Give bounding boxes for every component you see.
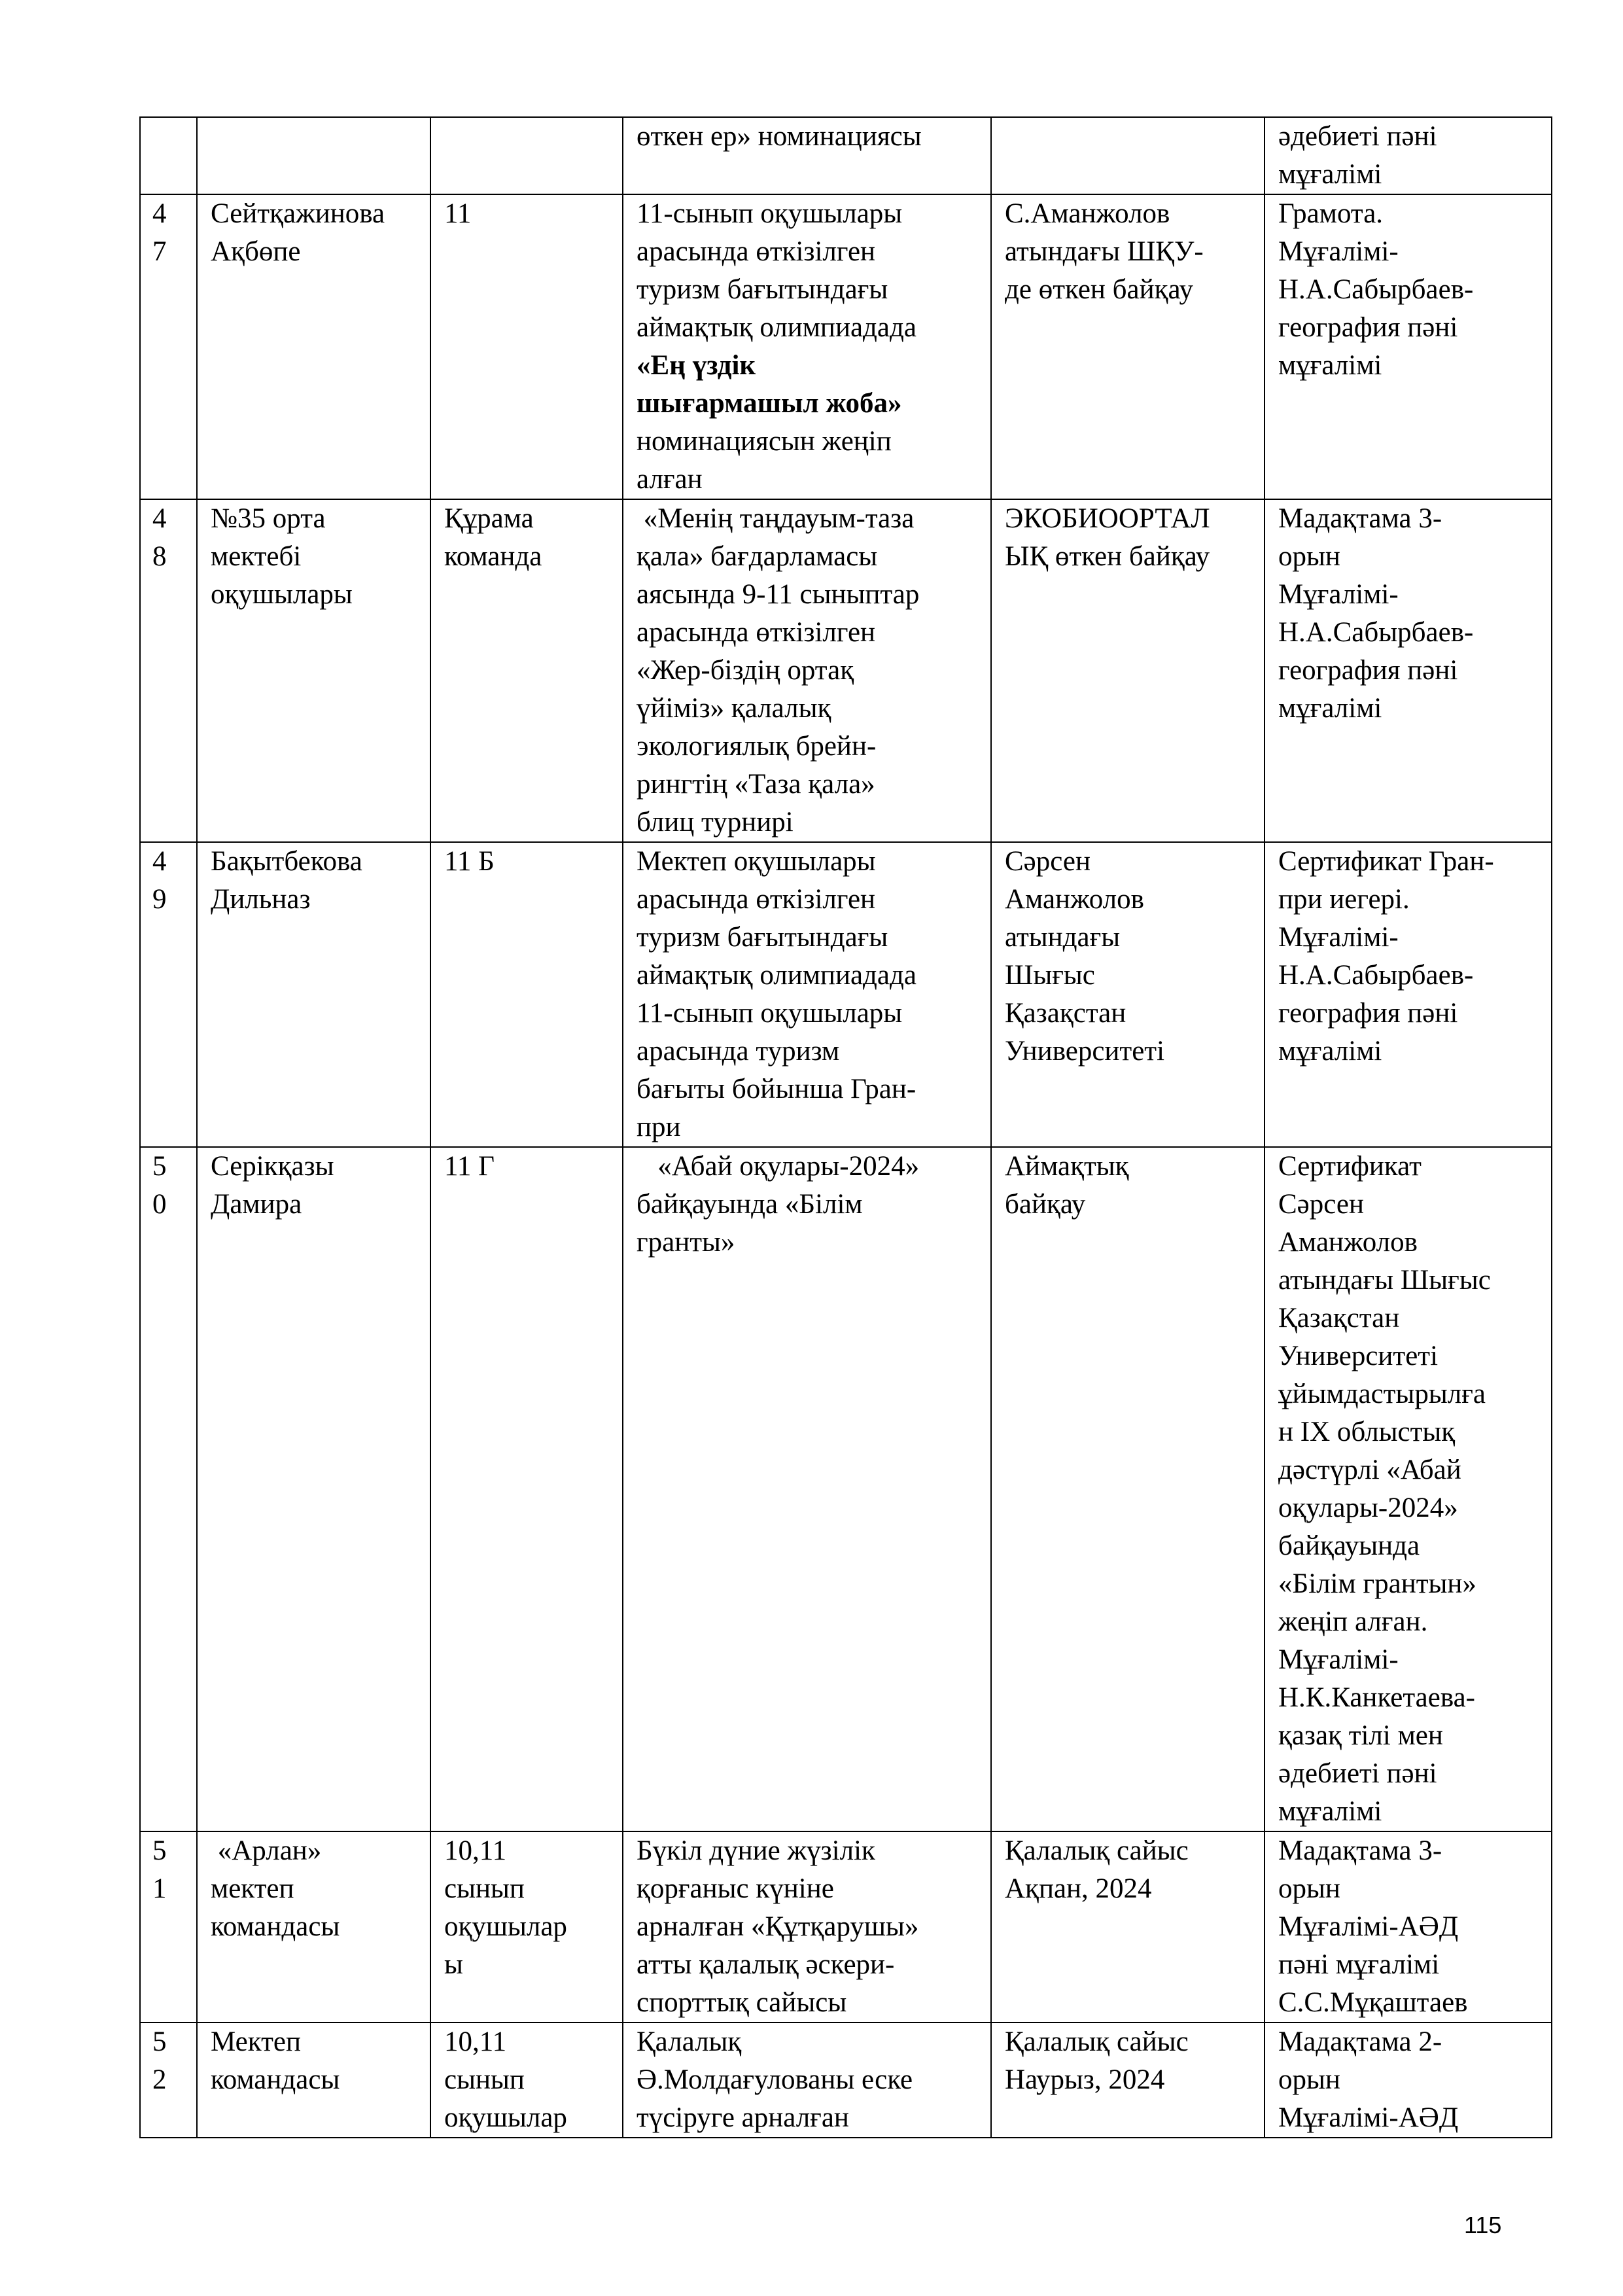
organizer-cell: [991, 1831, 1265, 2022]
participant-name-line: командасы: [211, 1911, 340, 1942]
achievement-description-line: аймақтық олимпиадада: [637, 312, 916, 343]
result-and-teacher-cell: [1265, 1147, 1552, 1831]
participant-name-cell: [197, 117, 430, 194]
class-group-line: 11: [444, 198, 472, 229]
awards-table: [139, 116, 1552, 2138]
row-number-line: 5: [152, 2026, 167, 2057]
achievement-description-line: «Абай оқулары-2024»: [637, 1151, 920, 1182]
result-and-teacher-line: жеңіп алған.: [1278, 1606, 1428, 1637]
participant-name-line: Ақбөпе: [211, 236, 301, 267]
achievement-description-cell: [623, 499, 991, 842]
table-row: [140, 1147, 1552, 1831]
result-and-teacher-line: қазақ тілі мен: [1278, 1720, 1443, 1751]
organizer-line: байқау: [1005, 1189, 1086, 1220]
achievement-description-line: аясында 9-11 сыныптар: [637, 579, 920, 610]
achievement-description-line: Бүкіл дүние жүзілік: [637, 1835, 875, 1866]
row-number-cell: [140, 2022, 197, 2138]
achievement-description-line: номинациясын жеңіп: [637, 426, 892, 457]
participant-name-cell: [197, 2022, 430, 2138]
participant-name-line: Мектеп: [211, 2026, 301, 2057]
class-group-cell: [430, 194, 623, 499]
achievement-description-line: алған: [637, 464, 703, 495]
achievement-description-line: [637, 347, 981, 385]
organizer-line: Қалалық сайыс: [1005, 1835, 1189, 1866]
row-number-line: 4: [152, 198, 167, 229]
row-number-cell: [140, 842, 197, 1147]
result-and-teacher-line: Н.А.Сабырбаев-: [1278, 274, 1474, 305]
class-group-cell: [430, 1147, 623, 1831]
row-number-line: 8: [152, 541, 167, 572]
participant-name-line: Серікқазы: [211, 1151, 334, 1182]
row-number-cell: [140, 1147, 197, 1831]
participant-name-line: Сейтқажинова: [211, 198, 385, 229]
achievement-description-cell: [623, 117, 991, 194]
page-number: 115: [1464, 2212, 1502, 2238]
participant-name-cell: [197, 842, 430, 1147]
row-number-cell: [140, 117, 197, 194]
organizer-line: Қалалық сайыс: [1005, 2026, 1189, 2057]
result-and-teacher-line: С.С.Мұқаштаев: [1278, 1987, 1468, 2018]
result-and-teacher-line: Мұғалімі-АӘД: [1278, 1911, 1459, 1942]
result-and-teacher-line: ұйымдастырылға: [1278, 1379, 1486, 1409]
result-and-teacher-line: мұғалімі: [1278, 693, 1382, 724]
organizer-line: Сәрсен: [1005, 846, 1091, 877]
result-and-teacher-cell: [1265, 194, 1552, 499]
result-and-teacher-line: Мадақтама 2-: [1278, 2026, 1442, 2057]
result-and-teacher-line: Мұғалімі-: [1278, 236, 1399, 267]
result-and-teacher-line: география пәні: [1278, 998, 1458, 1029]
participant-name-line: Дамира: [211, 1189, 302, 1220]
result-and-teacher-line: әдебиеті пәні: [1278, 121, 1437, 152]
organizer-line: де өткен байқау: [1005, 274, 1193, 305]
class-group-line: оқушылар: [444, 1911, 567, 1942]
achievement-description-line: туризм бағытындағы: [637, 922, 888, 953]
achievement-description-cell: [623, 1831, 991, 2022]
organizer-cell: [991, 194, 1265, 499]
result-and-teacher-line: пәні мұғалімі: [1278, 1949, 1440, 1980]
result-and-teacher-cell: [1265, 1831, 1552, 2022]
organizer-line: Аймақтық: [1005, 1151, 1129, 1182]
achievement-description-line: «Жер-біздің ортақ: [637, 655, 854, 686]
participant-name-line: Дильназ: [211, 884, 311, 915]
result-and-teacher-line: орын: [1278, 2064, 1340, 2095]
achievement-description-line: аймақтық олимпиадада: [637, 960, 916, 991]
participant-name-line: командасы: [211, 2064, 340, 2095]
achievement-description-line: спорттық сайысы: [637, 1987, 847, 2018]
result-and-teacher-line: мұғалімі: [1278, 159, 1382, 190]
achievement-description-line: арасында өткізілген: [637, 617, 876, 648]
participant-name-cell: [197, 194, 430, 499]
result-and-teacher-line: Мадақтама 3-: [1278, 1835, 1442, 1866]
participant-name-cell: [197, 499, 430, 842]
result-and-teacher-line: Университеті: [1278, 1341, 1439, 1371]
result-and-teacher-line: мұғалімі: [1278, 1036, 1382, 1067]
result-and-teacher-line: география пәні: [1278, 312, 1458, 343]
row-number-line: 4: [152, 846, 167, 877]
participant-name-line: «Арлан»: [211, 1835, 322, 1866]
organizer-cell: [991, 117, 1265, 194]
result-and-teacher-line: дәстүрлі «Абай: [1278, 1455, 1461, 1485]
row-number-cell: [140, 499, 197, 842]
result-and-teacher-cell: [1265, 499, 1552, 842]
result-and-teacher-cell: [1265, 2022, 1552, 2138]
achievement-description-line: қала» бағдарламасы: [637, 541, 878, 572]
organizer-cell: [991, 1147, 1265, 1831]
achievement-description-line: түсіруге арналған: [637, 2102, 849, 2133]
achievement-description-cell: [623, 194, 991, 499]
result-and-teacher-line: орын: [1278, 541, 1340, 572]
row-number-line: 7: [152, 236, 167, 267]
organizer-line: С.Аманжолов: [1005, 198, 1170, 229]
result-and-teacher-line: Н.А.Сабырбаев-: [1278, 960, 1474, 991]
participant-name-line: мектеп: [211, 1873, 294, 1904]
achievement-description-line: при: [637, 1112, 681, 1142]
row-number-line: 5: [152, 1151, 167, 1182]
organizer-line: Ақпан, 2024: [1005, 1873, 1152, 1904]
table-row: [140, 194, 1552, 499]
result-and-teacher-line: Аманжолов: [1278, 1227, 1418, 1258]
organizer-line: Наурыз, 2024: [1005, 2064, 1165, 2095]
bold-text: шығармашыл жоба»: [637, 388, 902, 419]
result-and-teacher-line: география пәні: [1278, 655, 1458, 686]
class-group-line: команда: [444, 541, 542, 572]
result-and-teacher-line: Мұғалімі-: [1278, 922, 1399, 953]
row-number-line: 1: [152, 1873, 167, 1904]
row-number-cell: [140, 1831, 197, 2022]
row-number-line: 2: [152, 2064, 167, 2095]
achievement-description-line: гранты»: [637, 1227, 735, 1258]
achievement-description-line: арасында өткізілген: [637, 884, 876, 915]
result-and-teacher-line: атындағы Шығыс: [1278, 1265, 1491, 1296]
table-row: [140, 499, 1552, 842]
result-and-teacher-line: Сертификат: [1278, 1151, 1422, 1182]
class-group-line: Құрама: [444, 503, 534, 534]
achievement-description-line: блиц турнирі: [637, 807, 794, 838]
participant-name-line: Бақытбекова: [211, 846, 362, 877]
participant-name-line: оқушылары: [211, 579, 353, 610]
achievement-description-line: Қалалық: [637, 2026, 742, 2057]
class-group-line: ы: [444, 1949, 463, 1980]
result-and-teacher-line: «Білім грантын»: [1278, 1568, 1476, 1599]
row-number-line: 9: [152, 884, 167, 915]
participant-name-cell: [197, 1831, 430, 2022]
table-row: [140, 2022, 1552, 2138]
result-and-teacher-line: Н.К.Канкетаева-: [1278, 1682, 1475, 1713]
result-and-teacher-line: байқауында: [1278, 1530, 1420, 1561]
result-and-teacher-line: мұғалімі: [1278, 350, 1382, 381]
organizer-cell: [991, 499, 1265, 842]
table-row: [140, 117, 1552, 194]
class-group-line: 10,11: [444, 2026, 507, 2057]
organizer-line: ЭКОБИООРТАЛ: [1005, 503, 1210, 534]
achievement-description-cell: [623, 2022, 991, 2138]
result-and-teacher-line: при иегері.: [1278, 884, 1410, 915]
row-number-line: 0: [152, 1189, 167, 1220]
achievement-description-line: 11-сынып оқушылары: [637, 998, 903, 1029]
achievement-description-line: экологиялық брейн-: [637, 731, 877, 762]
class-group-cell: [430, 117, 623, 194]
participant-name-cell: [197, 1147, 430, 1831]
participant-name-line: №35 орта: [211, 503, 326, 534]
class-group-line: 11 Г: [444, 1151, 495, 1182]
result-and-teacher-line: Сәрсен: [1278, 1189, 1364, 1220]
organizer-line: ЫҚ өткен байқау: [1005, 541, 1210, 572]
achievement-description-line: байқауында «Білім: [637, 1189, 863, 1220]
class-group-cell: [430, 2022, 623, 2138]
achievement-description-line: [637, 385, 981, 423]
class-group-cell: [430, 1831, 623, 2022]
result-and-teacher-line: әдебиеті пәні: [1278, 1758, 1437, 1789]
organizer-line: Шығыс: [1005, 960, 1095, 991]
organizer-line: атындағы: [1005, 922, 1121, 953]
organizer-line: Университеті: [1005, 1036, 1165, 1067]
achievement-description-line: қорғаныс күніне: [637, 1873, 834, 1904]
result-and-teacher-line: Н.А.Сабырбаев-: [1278, 617, 1474, 648]
achievement-description-cell: [623, 842, 991, 1147]
achievement-description-line: бағыты бойынша Гран-: [637, 1074, 916, 1104]
result-and-teacher-line: Қазақстан: [1278, 1303, 1400, 1333]
result-and-teacher-line: Мұғалімі-АӘД: [1278, 2102, 1459, 2133]
achievement-description-line: Ә.Молдағулованы еске: [637, 2064, 913, 2095]
class-group-line: 10,11: [444, 1835, 507, 1866]
table-row: [140, 1831, 1552, 2022]
achievement-description-line: «Менің таңдауым-таза: [637, 503, 915, 534]
row-number-line: 5: [152, 1835, 167, 1866]
result-and-teacher-line: Мұғалімі-: [1278, 579, 1399, 610]
row-number-cell: [140, 194, 197, 499]
row-number-line: 4: [152, 503, 167, 534]
class-group-line: 11 Б: [444, 846, 495, 877]
achievement-description-line: туризм бағытындағы: [637, 274, 888, 305]
result-and-teacher-line: мұғалімі: [1278, 1796, 1382, 1827]
awards-table-body: [140, 117, 1552, 2138]
result-and-teacher-line: оқулары-2024»: [1278, 1492, 1458, 1523]
result-and-teacher-line: Сертификат Гран-: [1278, 846, 1494, 877]
result-and-teacher-line: Мадақтама 3-: [1278, 503, 1442, 534]
result-and-teacher-cell: [1265, 842, 1552, 1147]
class-group-line: оқушылар: [444, 2102, 567, 2133]
table-row: [140, 842, 1552, 1147]
participant-name-line: мектебі: [211, 541, 302, 572]
organizer-line: Аманжолов: [1005, 884, 1144, 915]
result-and-teacher-line: орын: [1278, 1873, 1340, 1904]
achievement-description-line: рингтің «Таза қала»: [637, 769, 875, 800]
class-group-line: сынып: [444, 1873, 525, 1904]
class-group-cell: [430, 499, 623, 842]
class-group-cell: [430, 842, 623, 1147]
achievement-description-line: атты қалалық әскери-: [637, 1949, 895, 1980]
result-and-teacher-line: Грамота.: [1278, 198, 1384, 229]
achievement-description-line: үйіміз» қалалық: [637, 693, 831, 724]
bold-text: «Ең үздік: [637, 350, 756, 381]
achievement-description-cell: [623, 1147, 991, 1831]
achievement-description-line: арасында өткізілген: [637, 236, 876, 267]
organizer-line: Қазақстан: [1005, 998, 1126, 1029]
achievement-description-line: өткен ер» номинациясы: [637, 121, 922, 152]
result-and-teacher-cell: [1265, 117, 1552, 194]
organizer-cell: [991, 2022, 1265, 2138]
result-and-teacher-line: Мұғалімі-: [1278, 1644, 1399, 1675]
achievement-description-line: 11-сынып оқушылары: [637, 198, 903, 229]
achievement-description-line: Мектеп оқушылары: [637, 846, 876, 877]
organizer-line: атындағы ШҚУ-: [1005, 236, 1204, 267]
achievement-description-line: арасында туризм: [637, 1036, 840, 1067]
result-and-teacher-line: н IX облыстық: [1278, 1417, 1456, 1447]
organizer-cell: [991, 842, 1265, 1147]
class-group-line: сынып: [444, 2064, 525, 2095]
achievement-description-line: арналған «Құтқарушы»: [637, 1911, 919, 1942]
